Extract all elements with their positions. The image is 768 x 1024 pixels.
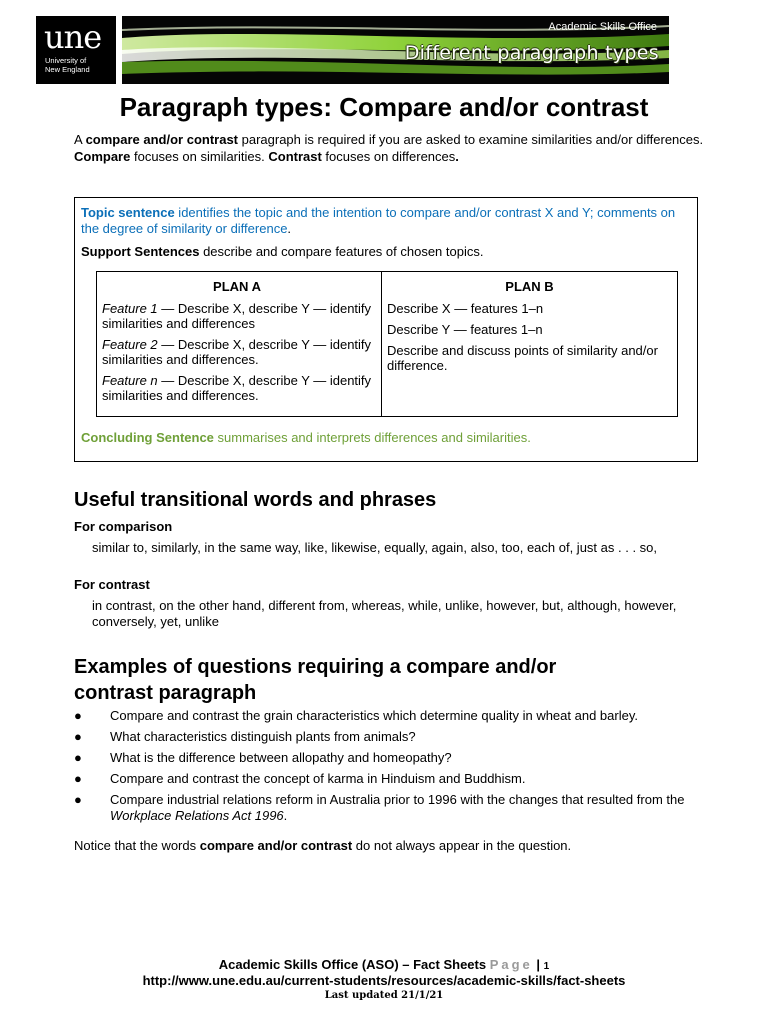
transitional-heading: Useful transitional words and phrases	[74, 489, 437, 511]
bullet-icon: ●	[74, 750, 82, 765]
office-label: Academic Skills Office	[548, 21, 657, 33]
intro-bold: Contrast	[268, 149, 322, 164]
examples-heading-line1: Examples of questions requiring a compare and/or	[74, 656, 557, 678]
plan-b-column	[387, 272, 672, 379]
footer-page-number: 1	[543, 961, 550, 972]
intro-text: A	[74, 132, 86, 147]
logo-sub-line1: University of	[45, 56, 87, 65]
footer-page-word: Page	[489, 957, 533, 972]
examples-list	[74, 708, 714, 829]
bullet-icon: ●	[74, 792, 82, 807]
intro-text: paragraph is required if you are asked to examine similarities and/or differences.	[238, 132, 704, 147]
comparison-text: similar to, similarly, in the same way, like, likewise, equally, again, also, too, each of, just as . . . so,	[92, 540, 658, 555]
list-item-text: What is the difference between allopathy and homeopathy?	[110, 750, 452, 765]
bullet-icon: ●	[74, 708, 82, 723]
plans-table	[96, 271, 678, 417]
logo-text: une	[44, 18, 102, 56]
concluding-sentence	[81, 430, 531, 446]
banner-title: Different paragraph types	[404, 42, 659, 64]
notice-paragraph	[74, 837, 714, 854]
footer-title: Academic Skills Office (ASO) – Fact Sheets	[218, 957, 490, 972]
list-item-text: Compare and contrast the concept of karma in Hinduism and Buddhism.	[110, 771, 526, 786]
bullet-icon: ●	[74, 771, 82, 786]
une-logo	[36, 16, 116, 84]
list-item-text: Compare and contrast the grain characteristics which determine quality in wheat and barley.	[110, 708, 638, 723]
plan-b-item: Describe X — features 1–n	[387, 301, 544, 316]
header-banner	[36, 16, 669, 84]
list-item-text: Compare industrial relations reform in Australia prior to 1996 with the changes that resulted from the	[110, 792, 685, 807]
feature-text: — Describe X, describe Y — identify similarities and differences.	[102, 373, 372, 403]
plan-a-item	[102, 373, 372, 403]
list-item	[74, 792, 714, 824]
concluding-label: Concluding Sentence	[81, 430, 214, 445]
list-item	[74, 750, 714, 766]
list-item-text: What characteristics distinguish plants from animals?	[110, 729, 416, 744]
footer-updated: Last updated 21/1/21	[324, 990, 444, 1001]
intro-bold: compare and/or contrast	[85, 132, 239, 147]
notice-bold: compare and/or contrast	[199, 838, 353, 853]
plan-b-heading: PLAN B	[505, 279, 554, 294]
plan-a-item	[102, 301, 372, 331]
plan-b-item: Describe Y — features 1–n	[387, 322, 543, 337]
plans-divider	[381, 272, 382, 416]
plan-b-item: Describe and discuss points of similarity and/or difference.	[387, 343, 658, 373]
topic-sentence	[81, 205, 687, 237]
feature-label: Feature 2	[102, 337, 158, 352]
paragraph-structure-box	[74, 197, 698, 462]
plan-a-item	[102, 337, 372, 367]
intro-text: focuses on similarities.	[130, 149, 269, 164]
list-item	[74, 708, 714, 724]
footer-url[interactable]: http://www.une.edu.au/current-students/resources/academic-skills/fact-sheets	[142, 973, 626, 988]
feature-label: Feature 1	[102, 301, 158, 316]
bullet-icon: ●	[74, 729, 82, 744]
examples-heading	[74, 654, 556, 706]
intro-bold: Compare	[74, 149, 131, 164]
support-text: describe and compare features of chosen topics.	[199, 244, 484, 259]
feature-text: — Describe X, describe Y — identify similarities and differences	[102, 301, 372, 331]
list-item	[74, 729, 714, 745]
intro-text: focuses on differences	[321, 149, 456, 164]
examples-heading-line2: contrast paragraph	[74, 682, 257, 704]
notice-text: do not always appear in the question.	[352, 838, 572, 853]
footer-line1	[0, 957, 768, 972]
intro-paragraph	[74, 131, 714, 165]
comparison-label: For comparison	[74, 519, 173, 534]
concluding-text: summarises and interprets differences and similarities.	[213, 430, 531, 445]
plan-a-heading: PLAN A	[213, 279, 261, 294]
support-label: Support Sentences	[81, 244, 200, 259]
topic-end: .	[287, 221, 292, 236]
contrast-label: For contrast	[74, 577, 150, 592]
topic-label: Topic sentence	[81, 205, 175, 220]
plan-a-column	[102, 272, 372, 409]
intro-bold: .	[455, 149, 459, 164]
list-item-italic: Workplace Relations Act 1996	[110, 808, 284, 823]
topic-text: identifies the topic and the intention to compare and/or contrast X and Y; comments on the degree of similarity or difference	[81, 205, 676, 236]
banner-band	[122, 16, 669, 84]
logo-subtitle	[45, 56, 90, 74]
footer-page-sep: |	[532, 957, 544, 972]
page-title: Paragraph types: Compare and/or contrast	[119, 92, 649, 122]
logo-sub-line2: New England	[45, 65, 90, 74]
contrast-text: in contrast, on the other hand, different from, whereas, while, unlike, however, but, although, however, conversely, yet, unlike	[92, 598, 677, 629]
list-item-end: .	[283, 808, 288, 823]
list-item	[74, 771, 714, 787]
notice-text: Notice that the words	[74, 838, 200, 853]
feature-label: Feature n	[102, 373, 158, 388]
support-sentences	[81, 244, 483, 260]
feature-text: — Describe X, describe Y — identify similarities and differences.	[102, 337, 372, 367]
